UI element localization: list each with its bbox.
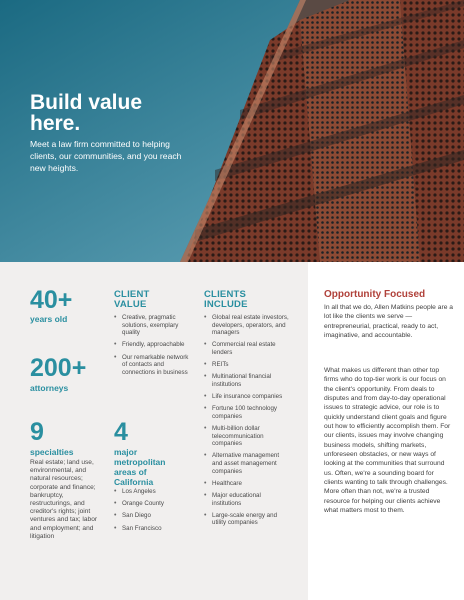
bullet-icon: •: [114, 512, 117, 520]
list-item: • San Francisco: [114, 524, 162, 532]
hero-banner: [0, 0, 464, 262]
stat-specialties-label: specialties: [30, 447, 74, 457]
bullet-icon: •: [114, 524, 117, 532]
stat-attorneys-number: 200+: [30, 354, 87, 382]
bullet-icon: •: [114, 500, 117, 508]
list-item: • Orange County: [114, 500, 164, 508]
opportunity-paragraph-2: What makes us different than other top firms who do top-tier work is our focus on the client's opportunity. From deals to disputes and from day-to-day operational issues to strategic advice, our role is to quickly understand client goals and figure out how to efficiently accomplish them. For our clients, issues may involve changing business models, shifting markets, unforeseen obstacles, or new ways of looking at the communities that surround us. Often, we're a sounding board for clients wanting to talk through challenges. More often than not, we're a trusted resource for helping our clients achieve what matters most to them.: [324, 367, 451, 515]
list-item: • Major educational institutions: [204, 492, 261, 507]
stat-specialties-number: 9: [30, 418, 44, 446]
list-item: • Los Angeles: [114, 488, 156, 495]
list-item: • Our remarkable network of contacts and connections in business: [114, 353, 189, 376]
bullet-icon: •: [204, 373, 207, 381]
specialties-detail: Real estate; land use, environmental, and natural resources; corporate and finance; bankruptcy, restructurings, and creditor's rights; joint ventures and tax; labor and employment; and litigation: [30, 459, 98, 540]
hero-title: Build value here.: [30, 91, 143, 135]
list-item: • Commercial real estate lenders: [204, 341, 276, 356]
bullet-icon: •: [204, 492, 207, 500]
bullet-icon: •: [204, 361, 207, 369]
client-value-heading: CLIENT VALUE: [114, 289, 150, 310]
metro-list: [114, 488, 194, 537]
bullet-icon: •: [114, 341, 117, 349]
bullet-icon: •: [204, 479, 207, 487]
opportunity-paragraph-1: In all that we do, Allen Matkins people are a lot like the clients we serve — entrepreneurial, practical, ready to act, imaginative, and accountable.: [324, 304, 453, 340]
list-item: • REITs: [204, 361, 229, 369]
bullet-icon: •: [204, 341, 207, 349]
bullet-icon: •: [204, 393, 207, 401]
hero-subtitle: Meet a law firm committed to helping clients, our communities, and you reach new heights.: [30, 139, 182, 173]
bullet-icon: •: [204, 511, 207, 519]
bullet-icon: •: [114, 488, 117, 495]
list-item: • Alternative management and asset management companies: [204, 452, 280, 475]
stat-years-number: 40+: [30, 286, 73, 314]
list-item: • San Diego: [114, 512, 151, 520]
bullet-icon: •: [114, 353, 117, 361]
stat-attorneys-label: attorneys: [30, 383, 69, 393]
clients-include-list: [204, 314, 290, 532]
list-item: • Life insurance companies: [204, 393, 283, 401]
bullet-icon: •: [204, 314, 207, 321]
bullet-icon: •: [114, 314, 117, 321]
list-item: • Global real estate investors, developers, operators, and managers: [204, 314, 289, 337]
opportunity-title: Opportunity Focused: [324, 289, 426, 300]
client-value-list: [114, 314, 194, 381]
list-item: • Creative, pragmatic solutions, exemplary quality: [114, 314, 179, 337]
stat-metro-number: 4: [114, 418, 128, 446]
bullet-icon: •: [204, 452, 207, 460]
stat-years-label: years old: [30, 314, 68, 324]
list-item: • Multi-billion dollar telecommunication companies: [204, 425, 264, 448]
bullet-icon: •: [204, 405, 207, 413]
stat-metro-label: major metropolitan areas of California: [114, 447, 166, 487]
list-item: • Friendly, approachable: [114, 341, 185, 349]
list-item: • Multinational financial institutions: [204, 373, 272, 388]
clients-include-heading: CLIENTS INCLUDE: [204, 289, 248, 310]
list-item: • Healthcare: [204, 479, 242, 487]
bullet-icon: •: [204, 425, 207, 433]
list-item: • Fortune 100 technology companies: [204, 405, 278, 420]
list-item: • Large-scale energy and utility companies: [204, 511, 278, 527]
